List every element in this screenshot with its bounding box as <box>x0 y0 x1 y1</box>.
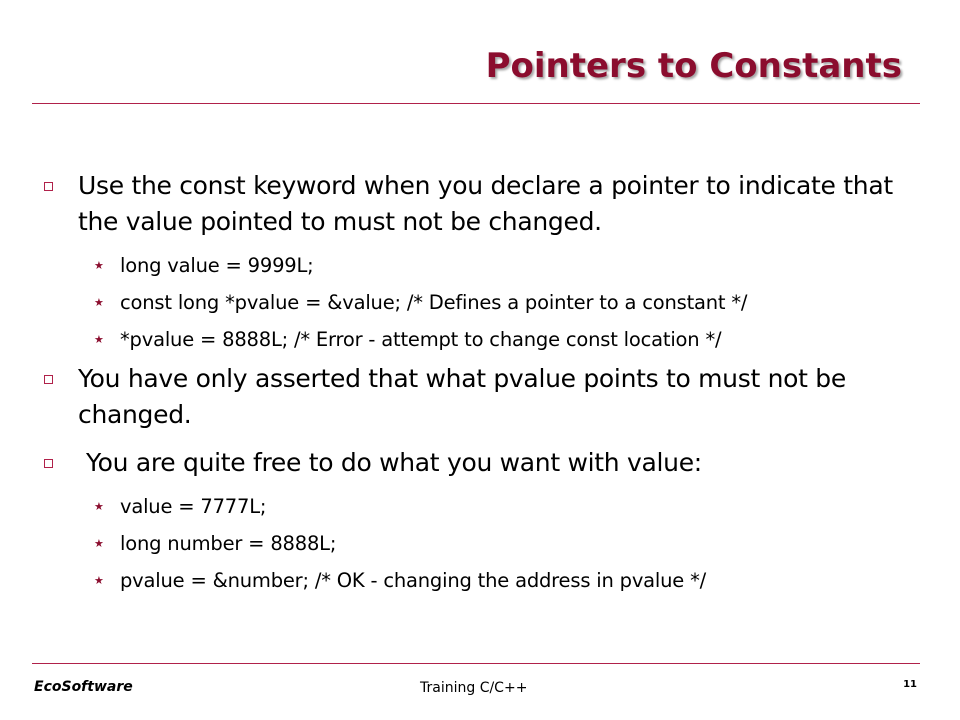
sub-bullet-text: pvalue = &number; /* OK - changing the address in pvalue */ <box>120 569 707 592</box>
footer-course: Training C/C++ <box>420 680 528 696</box>
footer-company: EcoSoftware <box>34 679 133 695</box>
sub-bullet-text: long value = 9999L; <box>120 254 314 277</box>
sub-bullet-item <box>42 292 922 314</box>
square-bullet-icon <box>44 182 53 191</box>
sub-bullet-text: value = 7777L; <box>120 495 267 518</box>
star-icon: ★ <box>94 296 104 309</box>
sub-bullet-item <box>42 533 922 555</box>
star-icon: ★ <box>94 500 104 513</box>
bullet-text: You have only asserted that what pvalue points to must not be changed. <box>78 364 846 429</box>
square-bullet-icon <box>44 459 53 468</box>
bullet-text: Use the const keyword when you declare a pointer to indicate that the value pointed to must not be changed. <box>78 171 893 236</box>
sub-bullet-list <box>42 496 922 592</box>
top-divider <box>32 103 920 104</box>
bullet-item <box>42 361 922 433</box>
sub-bullet-item <box>42 255 922 277</box>
page-number: 11 <box>903 679 917 690</box>
sub-bullet-text: *pvalue = 8888L; /* Error - attempt to change const location */ <box>120 328 722 351</box>
sub-bullet-item <box>42 329 922 351</box>
star-icon: ★ <box>94 574 104 587</box>
star-icon: ★ <box>94 259 104 272</box>
sub-bullet-text: long number = 8888L; <box>120 532 337 555</box>
square-bullet-icon <box>44 375 53 384</box>
bullet-text: You are quite free to do what you want with value: <box>86 448 702 477</box>
bullet-item <box>42 445 922 481</box>
bullet-item <box>42 168 922 240</box>
bottom-divider <box>32 663 920 664</box>
slide-content <box>42 168 922 592</box>
star-icon: ★ <box>94 537 104 550</box>
sub-bullet-list <box>42 255 922 351</box>
slide-title: Pointers to Constants <box>485 46 902 86</box>
star-icon: ★ <box>94 333 104 346</box>
sub-bullet-item <box>42 570 922 592</box>
sub-bullet-text: const long *pvalue = &value; /* Defines a pointer to a constant */ <box>120 291 748 314</box>
sub-bullet-item <box>42 496 922 518</box>
